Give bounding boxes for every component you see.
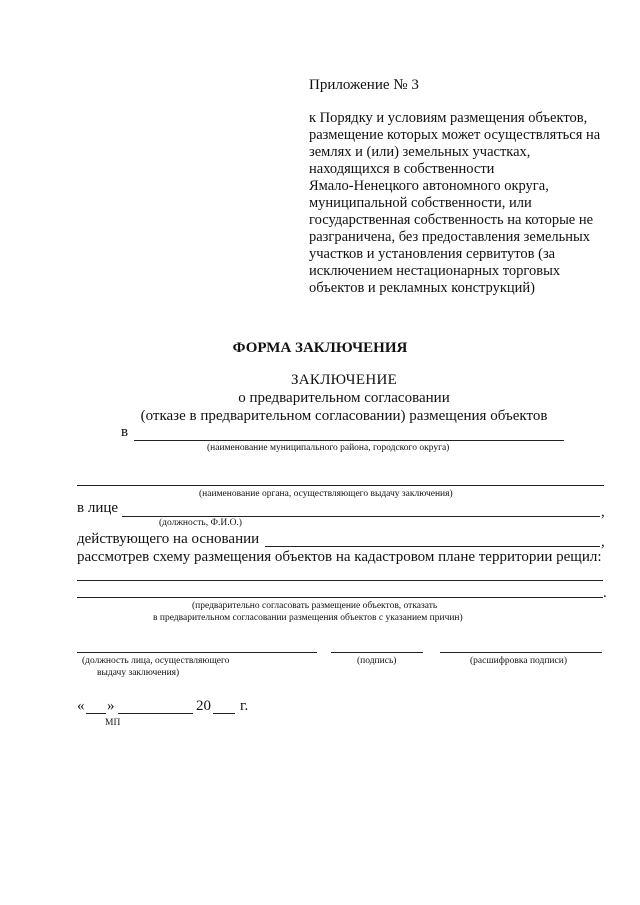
year-prefix: 20 bbox=[196, 698, 211, 714]
signature-field-line[interactable] bbox=[331, 652, 423, 653]
decision-field-line[interactable] bbox=[77, 597, 603, 598]
appendix-body bbox=[309, 110, 600, 297]
signature-decoding-caption: (расшифровка подписи) bbox=[470, 656, 567, 666]
decision-field-line[interactable] bbox=[77, 580, 603, 581]
appendix-line: участков и установления сервитутов (за bbox=[309, 246, 556, 262]
day-field-line[interactable] bbox=[86, 713, 106, 714]
signature-decoding-field-line[interactable] bbox=[440, 652, 602, 653]
appendix-line: разграничена, без предоставления земельных bbox=[309, 229, 591, 245]
date-close-quote: » bbox=[107, 698, 115, 714]
document-title: ЗАКЛЮЧЕНИЕ bbox=[290, 372, 398, 388]
stamp-label: МП bbox=[105, 718, 121, 728]
municipality-caption: (наименование муниципального района, городского округа) bbox=[207, 443, 450, 453]
form-heading: ФОРМА ЗАКЛЮЧЕНИЯ bbox=[232, 340, 408, 356]
month-field-line[interactable] bbox=[118, 713, 193, 714]
appendix-line: исключением нестационарных торговых bbox=[309, 263, 561, 279]
appendix-line: находящихся в собственности bbox=[309, 161, 495, 177]
date-open-quote: « bbox=[77, 698, 85, 714]
position-caption: (должность лица, осуществляющего bbox=[82, 656, 230, 666]
appendix-line: муниципальной собственности, или bbox=[309, 195, 532, 211]
comma: , bbox=[601, 504, 605, 520]
decision-text: рассмотрев схему размещения объектов на кадастровом плане территории рещил: bbox=[77, 549, 602, 565]
comma: , bbox=[601, 534, 605, 550]
decision-caption: (предварительно согласовать размещение объектов, отказать bbox=[192, 601, 438, 611]
decision-caption: в предварительном согласовании размещения объектов с указанием причин) bbox=[153, 613, 463, 623]
in-prefix: в bbox=[121, 424, 129, 440]
person-field-line[interactable] bbox=[122, 516, 600, 517]
appendix-line: государственная собственность на которые не bbox=[309, 212, 594, 228]
basis-prefix: действующего на основании bbox=[77, 531, 260, 547]
appendix-title: Приложение № 3 bbox=[309, 77, 419, 93]
appendix-line: объектов и рекламных конструкций) bbox=[309, 280, 535, 296]
appendix-line: Ямало-Ненецкого автономного округа, bbox=[309, 178, 549, 194]
document-subtitle: о предварительном согласовании bbox=[238, 390, 450, 406]
position-field-line[interactable] bbox=[77, 652, 317, 653]
basis-field-line[interactable] bbox=[265, 546, 600, 547]
year-field-line[interactable] bbox=[213, 713, 235, 714]
document-subtitle: (отказе в предварительном согласовании) размещения объектов bbox=[140, 408, 548, 424]
signature-caption: (подпись) bbox=[357, 656, 397, 666]
period: . bbox=[603, 585, 607, 601]
appendix-line: к Порядку и условиям размещения объектов, bbox=[309, 110, 588, 126]
authority-caption: (наименование органа, осуществляющего выдачу заключения) bbox=[199, 489, 453, 499]
municipality-field-line[interactable] bbox=[134, 440, 564, 441]
appendix-line: землях и (или) земельных участках, bbox=[309, 144, 531, 160]
appendix-line: размещение которых может осуществляться на bbox=[309, 127, 601, 143]
position-caption: выдачу заключения) bbox=[97, 668, 180, 678]
person-caption: (должность, Ф.И.О.) bbox=[159, 518, 242, 528]
person-prefix: в лице bbox=[77, 500, 119, 516]
year-suffix: г. bbox=[240, 698, 249, 714]
authority-field-line[interactable] bbox=[77, 485, 604, 486]
